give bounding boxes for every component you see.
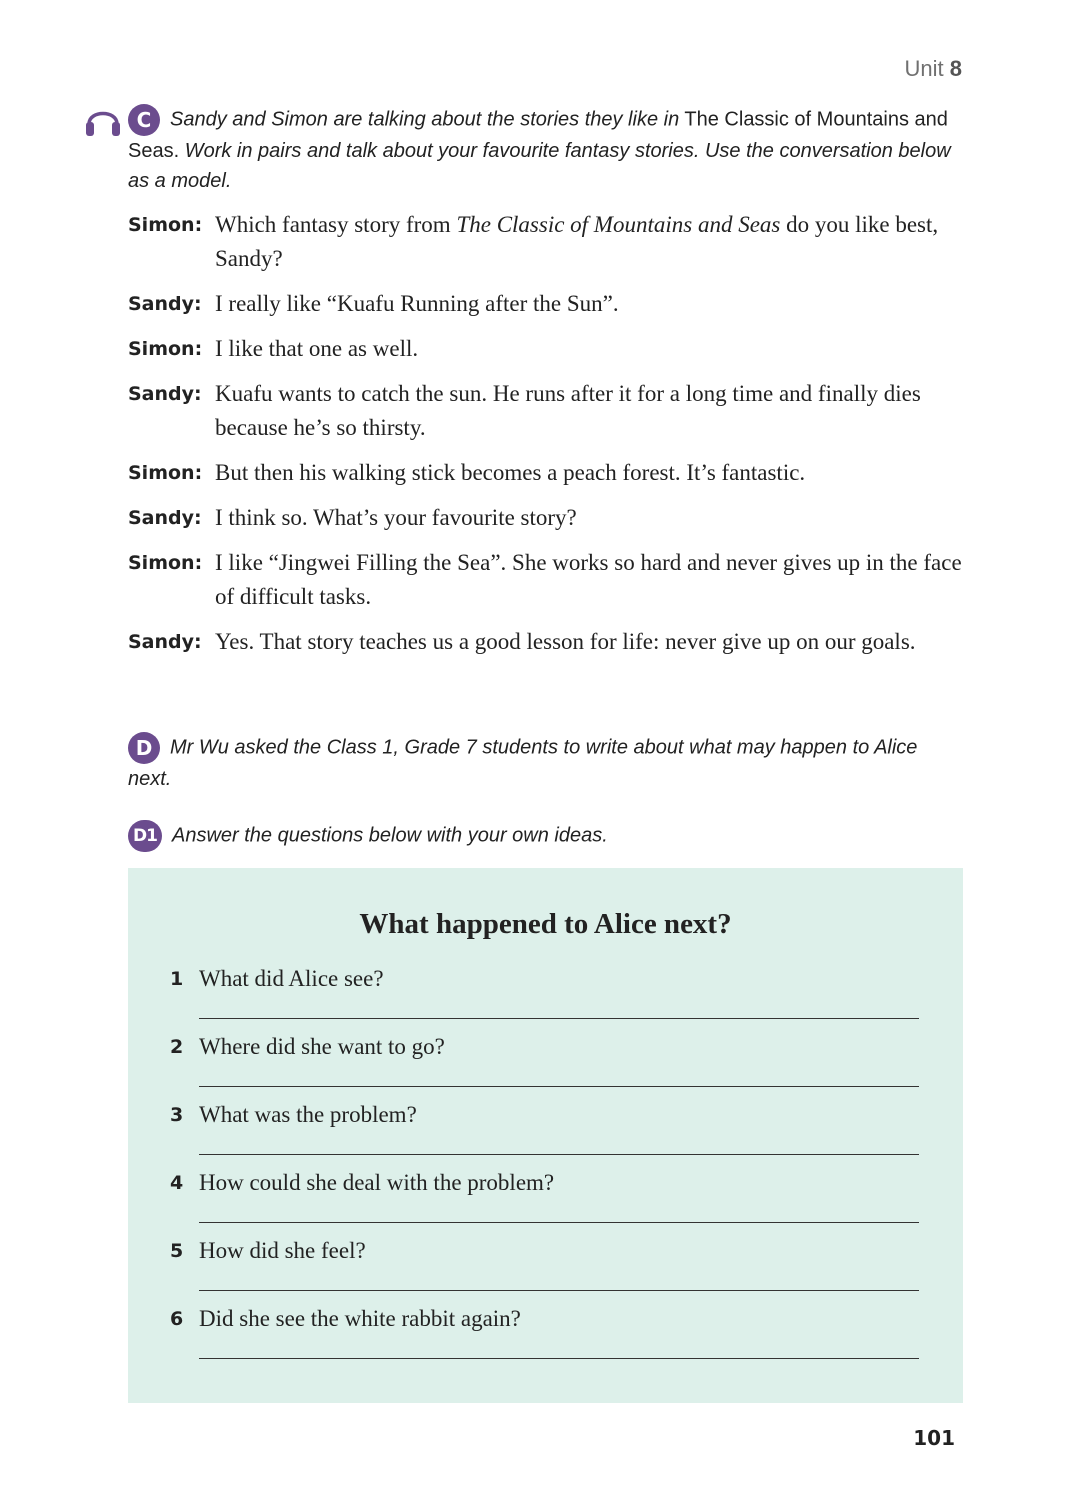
question-text: What did Alice see?	[199, 966, 384, 991]
speech-text	[215, 208, 968, 276]
speaker-name: Simon:	[128, 214, 203, 236]
speech-text: I like that one as well.	[215, 336, 419, 361]
speech-text: I like “Jingwei Filling the Sea”. She works so hard and never gives up in the face of difficult tasks.	[215, 550, 962, 609]
dialogue	[128, 208, 968, 670]
unit-number: 8	[949, 56, 962, 81]
answer-line[interactable]	[199, 1154, 919, 1155]
section-d1-instruction	[128, 820, 958, 852]
section-d-instruction	[128, 732, 958, 794]
section-c-badge: C	[128, 104, 160, 136]
section-c-instruction	[128, 104, 958, 196]
dialogue-line	[128, 377, 968, 445]
dialogue-line	[128, 501, 968, 535]
speech-text: I really like “Kuafu Running after the Sun”.	[215, 291, 619, 316]
speech-book-title: The Classic of Mountains and Seas	[456, 212, 781, 237]
dialogue-line	[128, 287, 968, 321]
dialogue-line	[128, 625, 968, 659]
dialogue-line	[128, 208, 968, 276]
question-text: How could she deal with the problem?	[199, 1170, 555, 1195]
speech-part: do you like best, Sandy?	[215, 212, 939, 271]
question-text: Where did she want to go?	[199, 1034, 445, 1059]
question-number: 4	[170, 1172, 184, 1194]
answer-line[interactable]	[199, 1358, 919, 1359]
page-number: 101	[913, 1426, 955, 1450]
answer-line[interactable]	[199, 1086, 919, 1087]
section-c-text-2: Work in pairs and talk about your favourite fantasy stories. Use the conversation below as a model.	[128, 140, 951, 192]
section-c-book-title: The Classic of Mountains and Seas.	[128, 108, 948, 162]
headphones-icon[interactable]	[84, 102, 122, 138]
section-d1-badge: D1	[128, 820, 162, 852]
speaker-name: Simon:	[128, 552, 203, 574]
speaker-name: Sandy:	[128, 507, 202, 529]
question-number: 2	[170, 1036, 184, 1058]
dialogue-line	[128, 332, 968, 366]
unit-label: Unit	[904, 56, 944, 81]
speaker-name: Sandy:	[128, 631, 202, 653]
speech-text: Yes. That story teaches us a good lesson for life: never give up on our goals.	[215, 629, 916, 654]
section-d1-text: Answer the questions below with your own ideas.	[172, 824, 608, 847]
answer-line[interactable]	[199, 1290, 919, 1291]
dialogue-line	[128, 546, 968, 614]
speech-part: Which fantasy story from	[215, 212, 457, 237]
worksheet-title: What happened to Alice next?	[359, 908, 732, 940]
dialogue-line	[128, 456, 968, 490]
speaker-name: Sandy:	[128, 293, 202, 315]
question-number: 3	[170, 1104, 184, 1126]
speaker-name: Simon:	[128, 462, 203, 484]
speaker-name: Simon:	[128, 338, 203, 360]
worksheet-panel	[128, 868, 963, 1403]
speech-text: But then his walking stick becomes a peach forest. It’s fantastic.	[215, 460, 806, 485]
speech-text: I think so. What’s your favourite story?	[215, 505, 577, 530]
question-number: 6	[170, 1308, 184, 1330]
section-d-badge: D	[128, 732, 160, 764]
speech-text: Kuafu wants to catch the sun. He runs after it for a long time and finally dies because he’s so thirsty.	[215, 381, 921, 440]
question-number: 5	[170, 1240, 184, 1262]
question-number: 1	[170, 968, 184, 990]
section-d-text: Mr Wu asked the Class 1, Grade 7 students to write about what may happen to Alice next.	[128, 736, 918, 790]
answer-line[interactable]	[199, 1222, 919, 1223]
question-text: How did she feel?	[199, 1238, 366, 1263]
speaker-name: Sandy:	[128, 383, 202, 405]
question-text: What was the problem?	[199, 1102, 417, 1127]
unit-header	[905, 56, 963, 82]
section-c-text-1: Sandy and Simon are talking about the stories they like in	[170, 108, 680, 131]
answer-line[interactable]	[199, 1018, 919, 1019]
question-text: Did she see the white rabbit again?	[199, 1306, 521, 1331]
